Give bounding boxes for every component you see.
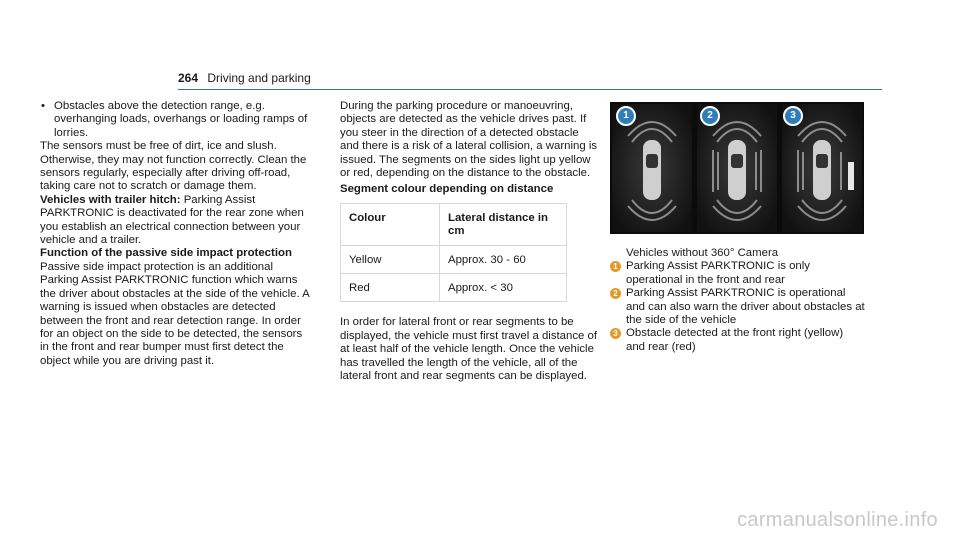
table-row — [341, 274, 567, 302]
table-heading: Segment colour depending on distance — [340, 183, 554, 196]
number-badge: 3 — [610, 328, 621, 339]
column-left — [40, 100, 310, 368]
list-item-text: Obstacle detected at the front right (yellow) and rear (red) — [626, 327, 844, 353]
number-badge: 1 — [610, 261, 621, 272]
parktronic-graphic — [610, 102, 864, 234]
column-right — [610, 247, 865, 354]
figure-caption: Vehicles without 360° Camera — [626, 247, 779, 259]
obstacle-marker — [848, 162, 854, 190]
badge-3: 3 — [783, 106, 803, 126]
table-header-row — [341, 203, 567, 245]
table-cell: Yellow — [341, 245, 440, 273]
section-title: Driving and parking — [207, 71, 311, 85]
trailer-text: Parking Assist PARKTRONIC is deactivated for the rear zone when you establish an electrical connection between your vehicle and a trailer. — [40, 193, 304, 247]
table-header: Colour — [341, 203, 440, 245]
trailer-paragraph — [40, 194, 310, 248]
list-item-text: Parking Assist PARKTRONIC is only operational in the front and rear — [626, 260, 810, 286]
list-item — [610, 327, 865, 354]
watermark: carmanualsonline.info — [737, 508, 938, 531]
list-item — [610, 260, 865, 287]
table-cell: Red — [341, 274, 440, 302]
table-cell: Approx. < 30 — [440, 274, 567, 302]
table-row — [341, 245, 567, 273]
list-item — [610, 287, 865, 327]
segment-table — [340, 203, 567, 303]
table-header: Lateral distance in cm — [440, 203, 567, 245]
page-number: 264 — [178, 71, 199, 85]
header-rule — [178, 89, 882, 90]
badge-2: 2 — [700, 106, 720, 126]
function-heading: Function of the passive side impact protection — [40, 247, 292, 260]
table-cell: Approx. 30 - 60 — [440, 245, 567, 273]
page-header — [178, 72, 311, 85]
parktronic-illustration — [610, 102, 864, 234]
parking-paragraph: During the parking procedure or manoeuvring, objects are detected as the vehicle drives past. If you steer in the direction of a detected obstacle and there is a risk of a lateral collision, a warning is issued. The segments on the sides light up yellow or red, depending on the distance to the obstacle. — [340, 100, 598, 180]
trailer-heading: Vehicles with trailer hitch: — [40, 193, 181, 206]
number-badge: 2 — [610, 288, 621, 299]
list-item-text: Parking Assist PARKTRONIC is operational and can also warn the driver about obstacles at the side of the vehicle — [626, 287, 865, 327]
list-item: • Obstacles above the detection range, e.g. overhanging loads, overhangs or loading ramps of lorries. — [40, 100, 310, 140]
column-middle — [340, 100, 600, 384]
segments-paragraph: In order for lateral front or rear segments to be displayed, the vehicle must first travel a distance of at least half of the vehicle length. Once the vehicle has travelled the length of the vehicle, all of the lateral front and rear segments can be displayed. — [340, 316, 598, 383]
sensor-paragraph: The sensors must be free of dirt, ice and slush. Otherwise, they may not function correctly. Clean the sensors regularly, especially after driving off-road, taking care not to scratch or damage them. — [40, 140, 307, 193]
badge-1: 1 — [616, 106, 636, 126]
function-text: Passive side impact protection is an additional Parking Assist PARKTRONIC function which warns the driver about obstacles at the side of the vehicle. A warning is issued when obstacles are detected between the front and rear detection range. In order for an object on the side to be detected, the sensors in the front and rear bumper must first detect the object while you are driving past it. — [40, 260, 310, 367]
